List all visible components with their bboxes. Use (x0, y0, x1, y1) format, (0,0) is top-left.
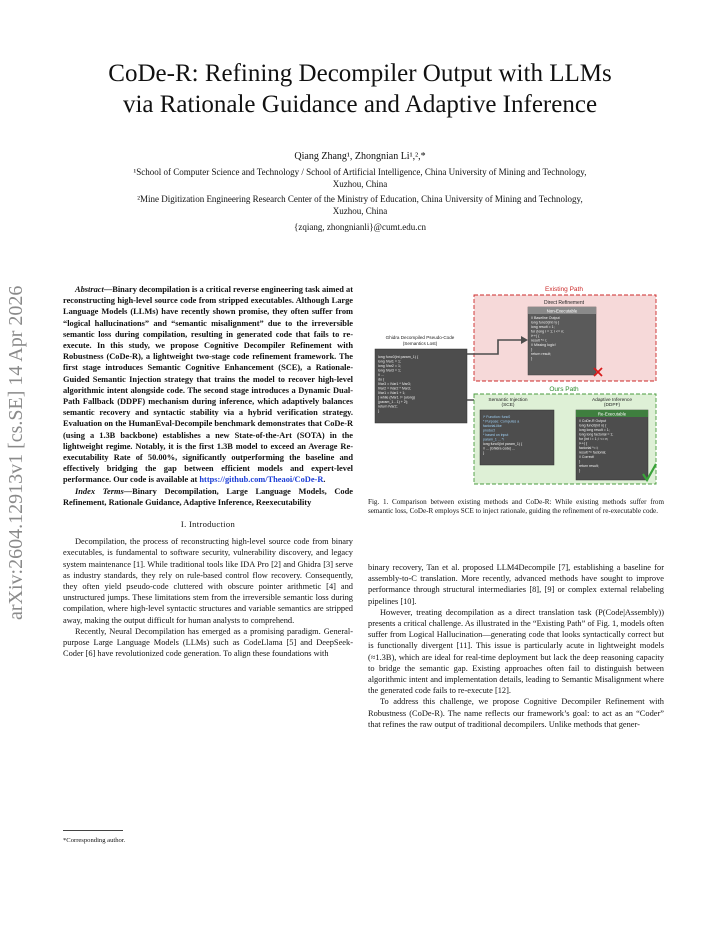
ghidra-code-line: lVar3 = lVar1 * lVar3; (378, 382, 411, 386)
intro-paragraph-1: Decompilation, the process of reconstructing high-level source code from binary executables, is fundamental to software security, vulnerability discovery, and legacy system maintenance [1]. While traditional tools like IDA Pro [2] and Ghidra [3] serve as industry standards, they rely on rule-based control flow recovery. Consequently, they often yield pseudo-code cluttered with obscure pointer arithmetic [4] and unstructured jumps. These limitations stem from the irreversible semantic loss during compilation, where high-level syntactic structures and variable semantics are stripped away, making the output difficult for human analysts to comprehend. (63, 537, 353, 625)
sce-code-line: * based on input (483, 433, 509, 437)
ddpf-code-line: return result; (579, 464, 599, 468)
figure-1 (368, 282, 668, 490)
baseline-code-line: long result = 1; (531, 325, 555, 329)
footnote-rule (63, 830, 123, 831)
sce-code-line: param_1 ... */ (483, 437, 505, 442)
arxiv-sidebar-id: arXiv:2604.12913v1 [cs.SE] 14 Apr 2026 (5, 285, 27, 620)
code-link[interactable]: https://github.com/Theaoi/CoDe-R (199, 475, 324, 485)
sce-code-line: /* Function: func0 (483, 415, 511, 419)
sce-label: Semantic Injection (488, 398, 528, 403)
paper-title (40, 58, 680, 120)
figure-caption: Fig. 1. Comparison between existing methods and CoDe-R: While existing methods suffer from semantic loss, CoDe-R employs SCE to inject rationale, guiding the refinement of re-executable code. (368, 498, 664, 515)
ghidra-code-line: (param_1 - 1) + 2); (378, 400, 409, 404)
affiliation-1-line-2: Xuzhou, China (332, 179, 388, 189)
affiliation-1-line-1: ¹School of Computer Science and Technology / School of Artificial Intelligence, China University of Mining and Technology, (133, 167, 587, 177)
ddpf-code-line: } (579, 459, 581, 464)
ghidra-sublabel: (Semantics Lost) (402, 341, 438, 346)
ddpf-code-line: long func0(int n) { (579, 423, 607, 428)
existing-path-label: Existing Path (545, 286, 583, 293)
sce-sublabel: (SCE) (501, 403, 515, 408)
ghidra-code-line: long lVar2 = 1; (378, 364, 402, 368)
ddpf-code-line: // CoDe-R Output (579, 419, 607, 423)
ghidra-code-line: lVar1 = lVar1 + 1; (378, 391, 406, 395)
affiliation-2-line-1: ²Mine Digitization Engineering Research Center of the Ministry of Education, China University of Mining and Technology, (137, 194, 583, 204)
sce-code-line: long func0(int param_1) { (483, 442, 523, 446)
baseline-code-line: long func0(int n) { (531, 320, 559, 325)
ddpf-code-line: } (579, 468, 581, 473)
right-paragraph-2: However, treating decompilation as a direct translation task (P(Code|Assembly)) presents a critical challenge. As illustrated in the “Existing Path” of Fig. 1, models often suffer from Logical Hallucination—generating code that looks syntactically correct but is functionally divergent [11]. This issue is particularly acute in lightweight models (≈1.3B), which are ideal for real-time deployment but lack the deep reasoning capacity to bridge the semantic gap. Existing approaches often fail to distinguish between algorithmic intent and implementation details, leading to Semantic Misalignment where the generated code fails to re-execute [12]. (368, 607, 664, 696)
index-terms-text: —Binary Decompilation, Large Language Models, Code Refinement, Rationale Guidance, Adaptive Inference, Reexecutability (63, 486, 353, 507)
right-column (368, 562, 664, 730)
intro-paragraph-2: Recently, Neural Decompilation has emerged as a promising paradigm. General-purpose Large Language Models (LLMs) such as CodeLlama [5] and DeepSeek-Coder [6] have revolutionized code generation. To align these foundations with (63, 626, 353, 659)
ddpf-label: Adaptive Inference (591, 398, 633, 403)
ghidra-code-line: do { (378, 377, 385, 382)
our-path-label: Ours Path (549, 386, 579, 393)
ghidra-code-line: // ... (378, 373, 384, 377)
baseline-code-line: // Baseline Output (531, 316, 560, 320)
sce-code-line: product (483, 428, 495, 433)
section-heading-introduction: I. Introduction (180, 519, 236, 530)
ghidra-code-line: long func0(int param_1) { (378, 355, 419, 359)
left-column (63, 284, 353, 660)
baseline-code-line: result *= i; (531, 338, 548, 343)
ddpf-sublabel: (DDPF) (603, 403, 621, 408)
baseline-code-line: for (long i = 1; i <= n; (531, 329, 565, 334)
ddpf-code-line: factorial *= i; (579, 446, 599, 450)
title-line-2: via Rationale Guidance and Adaptive Inference (122, 91, 598, 118)
baseline-code-line: return result; (531, 352, 552, 356)
abstract (63, 284, 353, 486)
ghidra-label: Ghidra Decompiled Pseudo-Code (385, 335, 455, 340)
ddpf-code-line: long long factorial = 1; (579, 432, 614, 437)
abstract-text: —Binary decompilation is a critical reverse engineering task aimed at reconstructing high-level source code from stripped executables. Although Large Language Models (LLMs) have recently shown promise, they often suffer from “logical hallucinations” and “semantic misalignment” due to the irreversible semantic loss during compilation, resulting in generated code that fails to re-execute. In this study, we propose Cognitive Decompiler Refinement with Robustness (CoDe-R), a lightweight two-stage code refinement framework. The first stage introduces Semantic Cognitive Enhancement (SCE), a Rationale-Guided Semantic Injection strategy that trains the model to recover high-level algorithmic intent alongside code. The second stage introduces a Dynamic Dual-Path Fallback (DDPF) mechanism during inference, which adaptively balances semantic recovery and syntactic stability via a hybrid verification strategy. Evaluation on the HumanEval-Decompile benchmark demonstrates that CoDe-R (using a 1.3B backbone) establishes a new State-of-the-Art (SOTA) in the lightweight regime. Notably, it is the first 1.3B model to exceed an Average Re-executability Rate of 50.00%, significantly outperforming the baseline and effectively bridging the gap between efficient models and expert-level performance. Our code is available at (63, 285, 353, 485)
non-executable-label: Non-Executable (546, 308, 578, 314)
affiliation-2-line-2: Xuzhou, China (332, 206, 388, 216)
sce-code-line: * Purpose: Computes a (483, 419, 520, 424)
index-terms-label: Index Terms (75, 486, 124, 496)
index-terms (63, 486, 353, 508)
ddpf-code-line: i++) { (579, 441, 588, 446)
abstract-period: . (323, 475, 326, 485)
baseline-code-line: } (531, 347, 533, 352)
ddpf-code-line: for (int i = 1; i <= n; (579, 437, 609, 441)
right-paragraph-3: To address this challenge, we propose Cognitive Decompiler Refinement with Robustness (CoDe-R). The name reflects our framework’s goal: to act as an “Coder” that refines the raw output of traditional decompilers. Unlike methods that gener- (368, 697, 664, 729)
ddpf-code-line: // Correct! (579, 455, 595, 459)
affiliation-2 (60, 193, 660, 217)
baseline-code-line: i++) { (531, 334, 540, 338)
sce-code-line: factorial-like (483, 424, 502, 428)
ghidra-code-line: return lVar2; (378, 404, 398, 409)
ddpf-code-line: result *= factorial; (579, 450, 607, 455)
author-list: Qiang Zhang¹, Zhongnian Li¹,²,* (294, 151, 426, 162)
sce-code-line: // ... (Ghidra code) ... (483, 446, 516, 451)
ghidra-code-line: } (378, 409, 380, 413)
author-emails: {zqiang, zhongnianli}@cumt.edu.cn (294, 222, 426, 232)
sce-code-line: } (483, 451, 485, 455)
ghidra-code-line: long lVar3 = 1; (378, 368, 402, 373)
direct-refinement-label: Direct Refinement (543, 300, 585, 306)
ddpf-code-line: long long result = 1; (579, 428, 610, 432)
ghidra-code-line: lVar2 = lVar2 * lVar3; (378, 386, 411, 391)
affiliation-1 (60, 166, 660, 190)
right-paragraph-1: binary recovery, Tan et al. proposed LLM4Decompile [7], establishing a baseline for assembly-to-C translation. More recently, advanced methods have sought to improve performance through structural intermediaries [8], [9] or complex external relabeling pipelines [10]. (368, 563, 664, 606)
abstract-label: Abstract (75, 285, 104, 294)
title-line-1: CoDe-R: Refining Decompiler Output with LLMs (108, 60, 612, 87)
footnote: *Corresponding author. (63, 837, 126, 844)
baseline-code-line: } (531, 356, 533, 361)
ghidra-code-line: long lVar1 = 1; (378, 359, 402, 364)
ghidra-code-line: } while (lVar1 != (ulong) (378, 395, 415, 400)
baseline-code-line: // Missing logic! (531, 343, 556, 347)
re-executable-label: Re-Executable (597, 411, 627, 417)
